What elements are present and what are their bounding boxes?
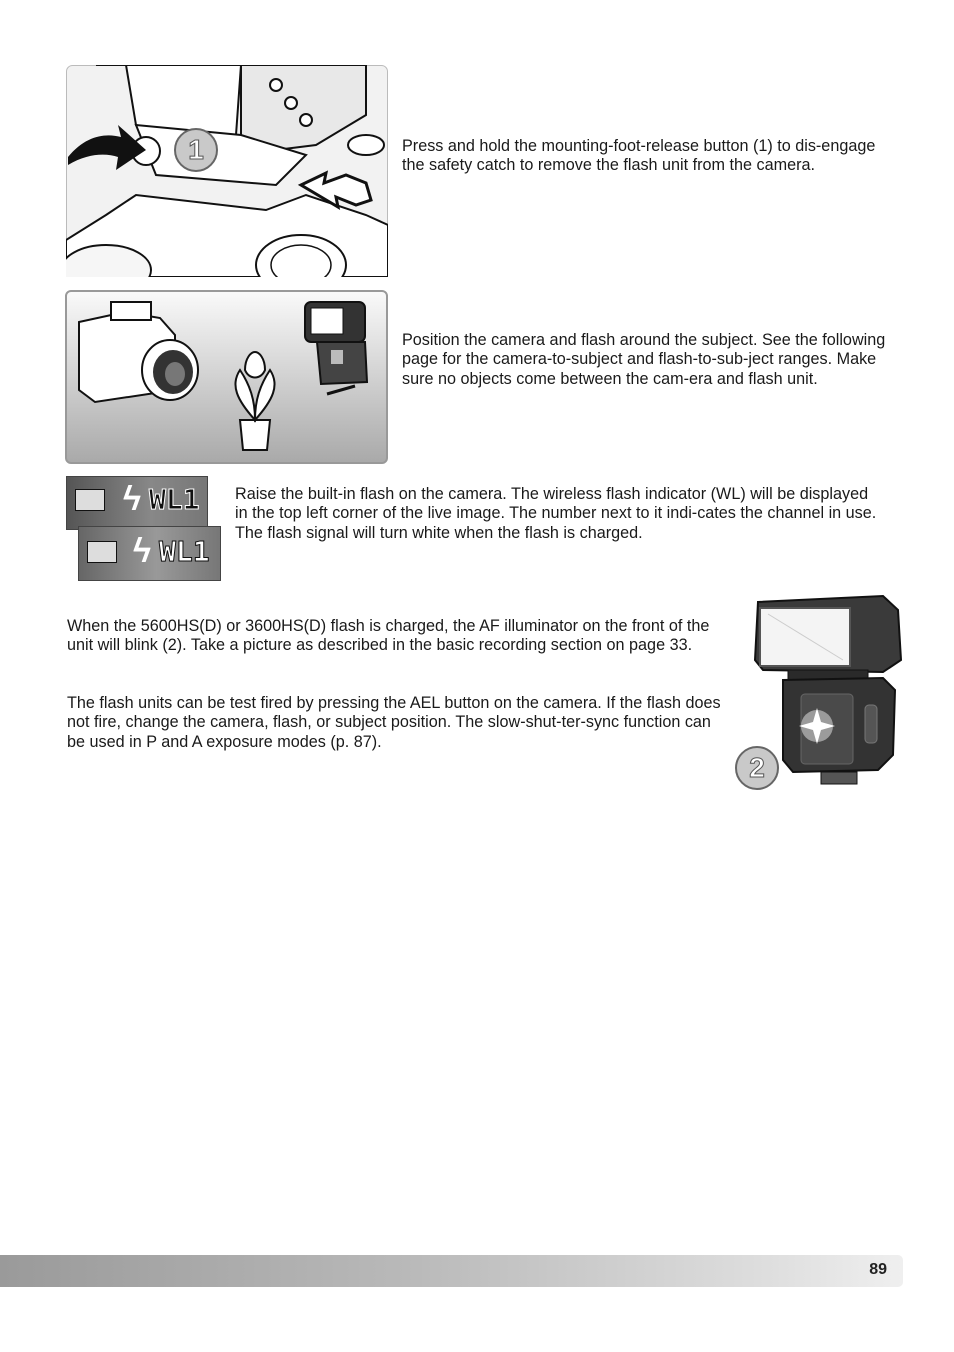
flash-bolt-icon: ϟ xyxy=(133,532,151,570)
wl-channel-label: WL1 xyxy=(159,535,210,568)
paragraph-raise-flash: Raise the built-in flash on the camera. The wireless flash indicator (WL) will be displayed in the top left corner of the live image. The number next to it indi-cates the channel in use. The flash signal will turn white when the flash is charged. xyxy=(235,485,877,542)
live-image-after-charge xyxy=(78,526,221,581)
wl-indicator-screenshot xyxy=(66,476,221,581)
flash-removal-illustration xyxy=(66,65,388,277)
wl-channel-label: WL1 xyxy=(149,483,200,516)
camera-mode-icon xyxy=(75,489,105,511)
callout-2-badge xyxy=(735,746,779,790)
camera-mode-icon xyxy=(87,541,117,563)
paragraph-charged: When the 5600HS(D) or 3600HS(D) flash is charged, the AF illuminator on the front of the unit will blink (2). Take a picture as described in the basic recording section on page 33. xyxy=(67,617,710,655)
flash-bolt-icon: ϟ xyxy=(123,480,141,518)
callout-1-number: 1 xyxy=(188,134,204,165)
callout-2-number: 2 xyxy=(749,752,765,783)
paragraph-remove-flash: Press and hold the mounting-foot-release button (1) to dis-engage the safety catch to remove the flash unit from the camera. xyxy=(402,137,876,175)
live-image-before-charge xyxy=(66,476,208,530)
paragraph-position: Position the camera and flash around the subject. See the following page for the camera-to-subject and flash-to-sub-ject ranges. Make sure no objects come between the cam-era and flash unit. xyxy=(402,331,886,388)
paragraph-test-fire: The flash units can be test fired by pressing the AEL button on the camera. If the flash does not fire, change the camera, flash, or subject position. The slow-shut-ter-sync function can be used in P and A exposure modes (p. 87). xyxy=(67,694,721,751)
footer-bar xyxy=(0,1255,903,1287)
callout-1-badge xyxy=(174,128,218,172)
camera-subject-flash-illustration xyxy=(65,290,388,464)
flash-af-illuminator-illustration xyxy=(733,590,903,795)
page-number: 89 xyxy=(869,1261,887,1278)
